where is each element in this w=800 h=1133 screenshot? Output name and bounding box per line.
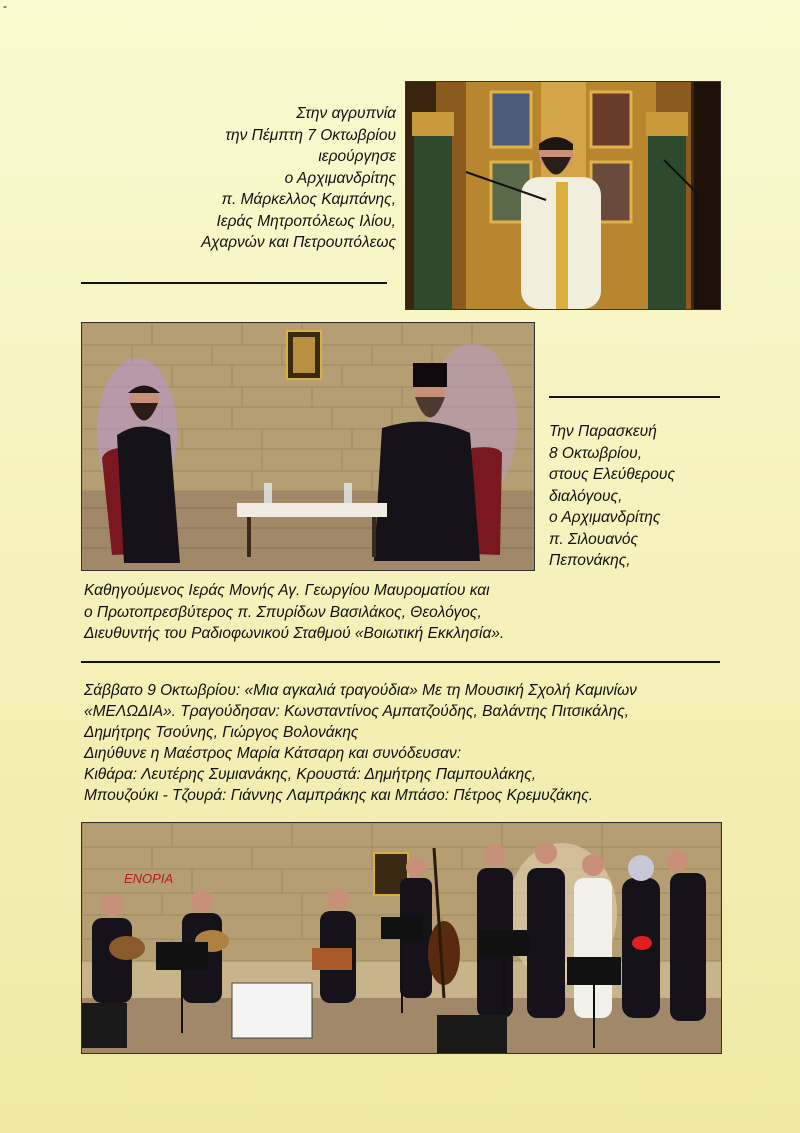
caption-line: 8 Οκτωβρίου, (549, 444, 643, 462)
caption-line: διαλόγους, (549, 487, 623, 505)
caption-line: Διηύθυνε η Μαέστρος Μαρία Κάτσαρη και συνόδευσαν: (84, 745, 462, 762)
divider-rule (549, 396, 720, 398)
liturgy-photo (405, 81, 721, 310)
caption-line: π. Σιλουανός (549, 530, 639, 548)
caption-line: Καθηγούμενος Ιεράς Μονής Αγ. Γεωργίου Μαυροματίου και (84, 582, 490, 599)
caption-line: Διευθυντής του Ραδιοφωνικού Σταθμού «Βοιωτική Εκκλησία». (84, 625, 505, 642)
dialogue-bottom-caption (84, 580, 504, 645)
divider-rule (81, 282, 387, 284)
liturgy-caption (201, 103, 396, 254)
dialogue-side-caption (549, 421, 675, 572)
caption-line: ιερούργησε (318, 148, 396, 165)
concert-caption (84, 680, 637, 806)
caption-line: Δημήτρης Τσούνης, Γιώργος Βολονάκης (84, 724, 359, 741)
stage-logo: ΕΝΟΡΙΑ (124, 871, 174, 886)
caption-line: Αχαρνών και Πετρουπόλεως (201, 234, 396, 251)
caption-line: «ΜΕΛΩΔΙΑ». Τραγούδησαν: Κωνσταντίνος Αμπατζούδης, Βαλάντης Πιτσικάλης, (84, 703, 630, 720)
caption-line: Την Παρασκευή (549, 423, 657, 440)
caption-line: Σάββατο 9 Οκτωβρίου: «Μια αγκαλιά τραγούδια» Με τη Μουσική Σχολή Καμινίων (84, 682, 637, 699)
divider-rule (81, 661, 720, 663)
caption-line: Κιθάρα: Λευτέρης Συμιανάκης, Κρουστά: Δημήτρης Παμπουλάκης, (84, 766, 537, 783)
page-marker: - (3, 0, 7, 13)
caption-line: ο Πρωτοπρεσβύτερος π. Σπυρίδων Βασιλάκος, Θεολόγος, (84, 603, 482, 621)
dialogue-photo (81, 322, 535, 571)
caption-line: Στην αγρυπνία (296, 105, 396, 122)
caption-line: την Πέμπτη 7 Οκτωβρίου (225, 126, 396, 144)
caption-line: Πεπονάκης, (549, 552, 631, 569)
caption-line: ο Αρχιμανδρίτης (549, 509, 661, 526)
caption-line: Μπουζούκι - Τζουρά: Γιάννης Λαμπράκης και Μπάσο: Πέτρος Κρεμυζάκης. (84, 787, 594, 804)
caption-line: στους Ελεύθερους (549, 466, 675, 483)
caption-line: ο Αρχιμανδρίτης (284, 169, 396, 187)
concert-photo (81, 822, 722, 1054)
caption-line: Ιεράς Μητροπόλεως Ιλίου, (216, 212, 396, 230)
caption-line: π. Μάρκελλος Καμπάνης, (221, 191, 396, 208)
